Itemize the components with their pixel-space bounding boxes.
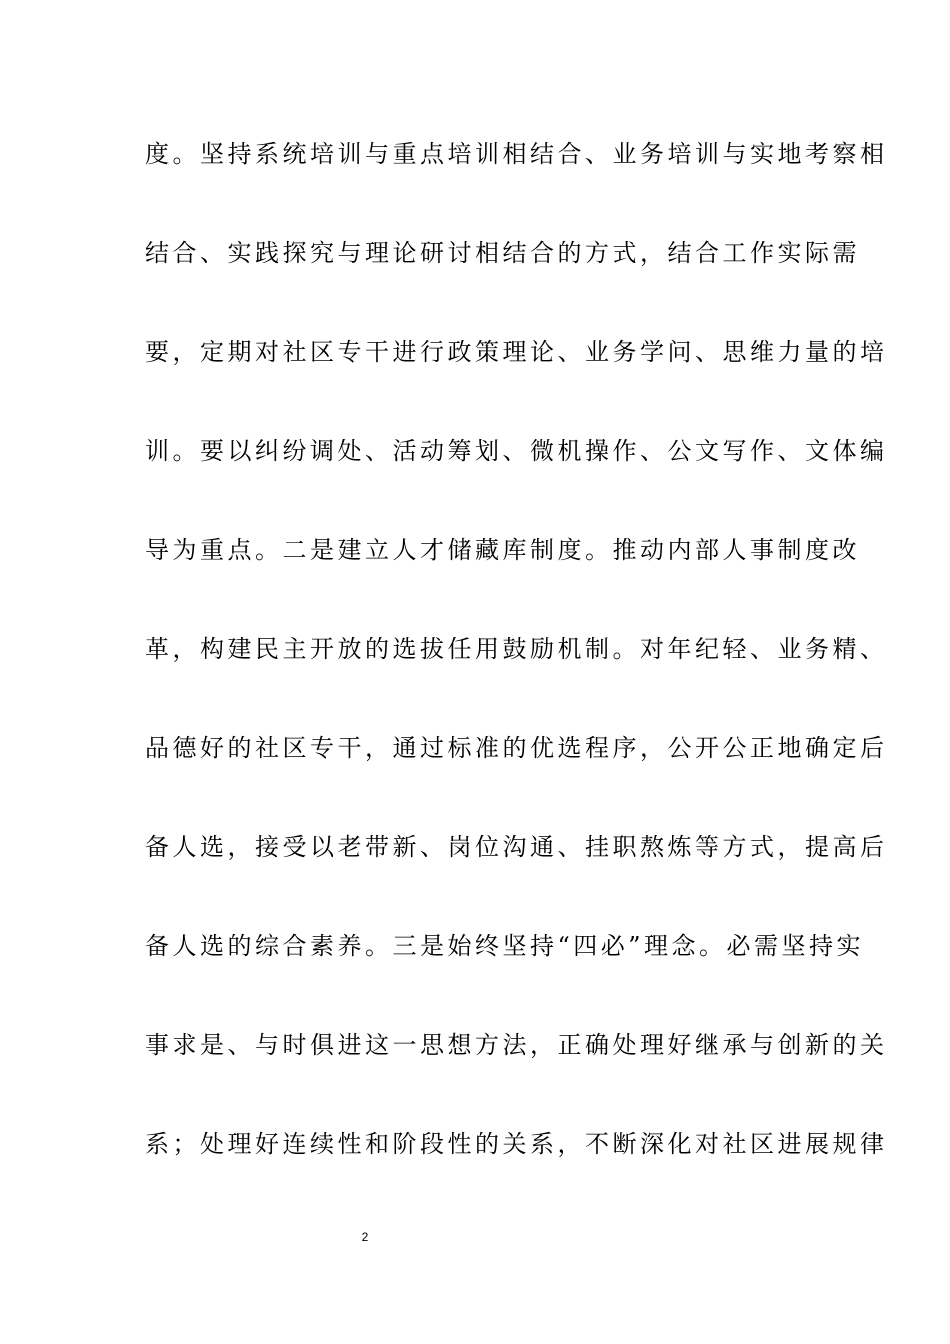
text-line: 品德好的社区专干，通过标准的优选程序，公开公正地确定后 — [145, 734, 888, 762]
page-number: 2 — [361, 1230, 369, 1244]
text-line: 结合、实践探究与理论研讨相结合的方式，结合工作实际需 — [145, 239, 860, 267]
text-line: 要，定期对社区专干进行政策理论、业务学问、思维力量的培 — [145, 338, 888, 366]
text-line: 系；处理好连续性和阶段性的关系，不断深化对社区进展规律 — [145, 1130, 888, 1158]
text-line: 训。要以纠纷调处、活动筹划、微机操作、公文写作、文体编 — [145, 437, 888, 465]
text-line: 事求是、与时俱进这一思想方法，正确处理好继承与创新的关 — [145, 1031, 888, 1059]
text-line: 革，构建民主开放的选拔任用鼓励机制。对年纪轻、业务精、 — [145, 635, 888, 663]
text-line: 备人选，接受以老带新、岗位沟通、挂职熬炼等方式，提高后 — [145, 833, 888, 861]
body-text — [145, 127, 888, 1216]
text-line: 导为重点。二是建立人才储藏库制度。推动内部人事制度改 — [145, 536, 860, 564]
text-line: 备人选的综合素养。三是始终坚持“四必”理念。必需坚持实 — [145, 932, 865, 960]
text-line: 度。坚持系统培训与重点培训相结合、业务培训与实地考察相 — [145, 140, 888, 168]
